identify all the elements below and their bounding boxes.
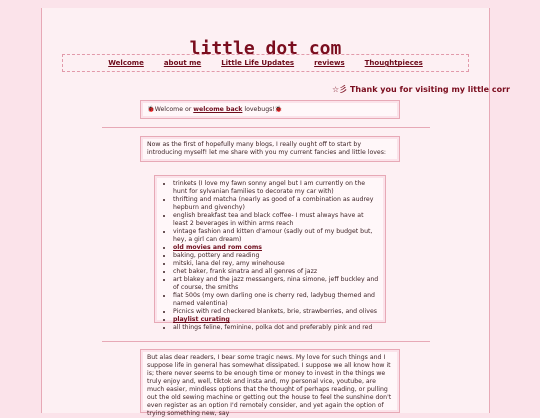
list-item-text: art blakey and the jazz messangers, nina simone, jeff buckley and of course, the smiths — [173, 276, 379, 291]
divider — [102, 127, 430, 128]
scrolling-marquee: ☆彡 Thank you for visiting my little corr — [332, 85, 510, 94]
intro-box — [140, 136, 400, 162]
list-item — [173, 276, 379, 292]
list-item — [173, 228, 379, 244]
list-item[interactable] — [173, 244, 379, 252]
list-item — [173, 308, 379, 316]
list-item-text: vintage fashion and kitten d'amour (sadly out of my budget but, hey, a girl can dream) — [173, 228, 373, 243]
list-item[interactable] — [173, 316, 379, 324]
list-item — [173, 260, 379, 268]
page-container — [41, 8, 510, 417]
list-item — [173, 196, 379, 212]
list-item — [173, 292, 379, 308]
list-item-text: chet baker, frank sinatra and all genres of jazz — [173, 268, 318, 275]
list-item-link[interactable]: old movies and rom coms — [173, 244, 262, 251]
nav-thoughtpieces[interactable]: Thoughtpieces — [364, 59, 423, 67]
list-item — [173, 268, 379, 276]
site-title: little dot com — [189, 38, 342, 59]
list-item-text: all things feline, feminine, polka dot and preferably pink and red — [173, 324, 373, 331]
list-item-text: trinkets (I love my fawn sonny angel but I am currently on the hunt for sylvanian families to decorate my car with) — [173, 180, 366, 195]
nav-reviews[interactable]: reviews — [314, 59, 345, 67]
intro-text: Now as the first of hopefully many blogs, I really ought off to start by introducing myself! let me share with you my current fancies and little loves: — [147, 141, 387, 156]
list-item-text: fiat 500s (my own darling one is cherry red, ladybug themed and named valentina) — [173, 292, 375, 307]
list-item-text: thrifting and matcha (nearly as good of a combination as audrey hepburn and givenchy) — [173, 196, 374, 211]
divider — [102, 341, 430, 342]
welcome-back-link[interactable]: welcome back — [193, 106, 243, 113]
nav-little-life-updates[interactable]: Little Life Updates — [221, 59, 295, 67]
list-item-text: mitski, lana del rey, amy winehouse — [173, 260, 285, 267]
list-item — [173, 252, 379, 260]
nav-welcome[interactable]: Welcome — [108, 59, 144, 67]
nav-about-me[interactable]: about me — [163, 59, 202, 67]
loves-box — [154, 175, 386, 331]
main-nav — [62, 54, 469, 72]
update-text: But alas dear readers, I bear some tragic news. My love for such things and I suppose life in general has somewhat dissipated. I suppose we all know how it is; there never seems to be enough time or money to invest in the things we truly enjoy and, well, tiktok and insta and, my personal vice, youtube, are much easier, mindless options that the thought of perhaps reading, or pulling out the old sewing machine or getting out the house to feel the sunshine don't even register as an option I'd remotely consider, and yet again the option of trying something new, say — [147, 354, 392, 417]
welcome-box — [140, 100, 400, 119]
update-box — [140, 349, 400, 417]
list-item — [173, 180, 379, 196]
list-item-text: english breakfast tea and black coffee- I must always have at least 2 beverages in within arms reach — [173, 212, 364, 227]
list-item-text: baking, pottery and reading — [173, 252, 260, 259]
list-item-link[interactable]: playlist curating — [173, 316, 230, 323]
list-item-text: Picnics with red checkered blankets, brie, strawberries, and olives — [173, 308, 377, 315]
list-item — [173, 324, 379, 332]
loves-list — [161, 180, 379, 332]
welcome-suffix: lovebugs!🐞 — [242, 106, 283, 113]
list-item — [173, 212, 379, 228]
welcome-prefix: 🐞Welcome or — [147, 106, 194, 113]
